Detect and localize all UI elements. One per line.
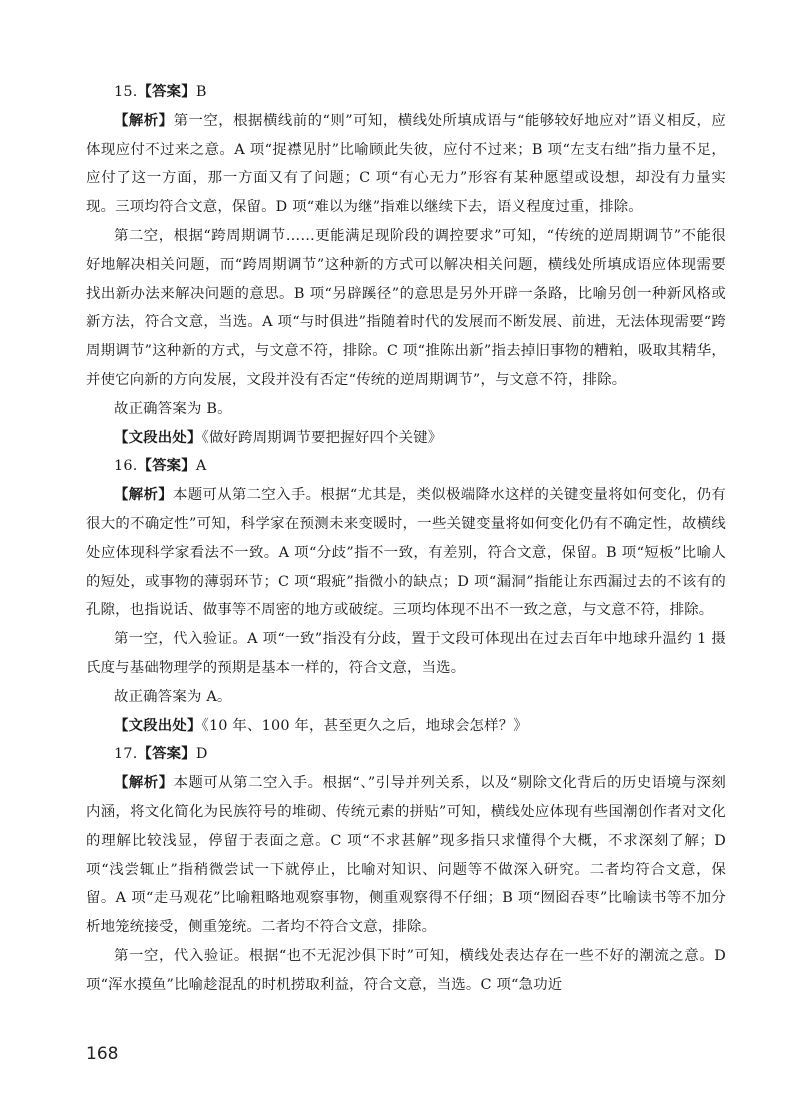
q16-analysis-label: 【解析】 <box>114 486 173 504</box>
q17-analysis-label: 【解析】 <box>114 774 174 792</box>
q17-analysis-1 <box>86 769 726 942</box>
q16-analysis-2: 第一空，代入验证。A 项“一致”指没有分歧，置于文段可体现出在过去百年中地球升温约 1 摄氏度与基础物理学的预期是基本一样的，符合文意，当选。 <box>86 631 726 676</box>
q16-analysis-1 <box>86 481 726 625</box>
q16-heading <box>86 452 726 481</box>
q16-number: 16. <box>114 458 138 475</box>
q15-heading <box>86 78 726 107</box>
q16-answer-label: 【答案】 <box>137 457 196 475</box>
answer-page-content <box>86 78 726 1000</box>
q16-source-label: 【文段出处】 <box>114 716 202 734</box>
q15-answer-value: B <box>195 84 207 100</box>
q17-heading <box>86 740 726 769</box>
q15-analysis-label: 【解析】 <box>114 111 174 129</box>
q16-conclusion: 故正确答案为 A。 <box>114 688 232 705</box>
q17-analysis-1-text: 本题可从第二空入手。根据“、”引导并列关系，以及“剔除文化背后的历史语境与深刻内涵，将文化简化为民族符号的堆砌、传统元素的拼贴”可知，横线处应体现有些国潮创作者对文化的理解比较浅显，停留于表面之意。C 项“不求甚解”现多指只求懂得个大概，不求深刻了解；D 项“浅尝辄止”指稍微尝试一下就停止，比喻对知识、问题等不做深入研究。二者均符合文意，保留。A 项“走马观花”比喻粗略地观察事物，侧重观察得不仔细；B 项“囫囵吞枣”比喻读书等不加分析地笼统接受，侧重笼统。二者均不符合文意，排除。 <box>86 775 726 936</box>
page-number: 168 <box>86 1044 119 1064</box>
q17-answer-label: 【答案】 <box>137 745 196 763</box>
q17-number: 17. <box>114 746 138 763</box>
q15-answer-label: 【答案】 <box>137 83 196 100</box>
q15-source <box>86 424 726 453</box>
q17-analysis-2: 第一空，代入验证。根据“也不无泥沙俱下时”可知，横线处表达存在一些不好的潮流之意。D 项“浑水摸鱼”比喻趁混乱的时机捞取利益，符合文意，当选。C 项“急功近 <box>86 947 726 993</box>
q16-answer-value: A <box>195 458 207 475</box>
q15-number: 15. <box>114 84 138 100</box>
q15-source-label: 【文段出处】 <box>114 428 202 446</box>
q15-analysis-1-text: 第一空，根据横线前的“则”可知，横线处所填成语与“能够较好地应对”语义相反，应体现应付不过来之意。A 项“捉襟见肘”比喻顾此失彼，应付不过来；B 项“左支右绌”指力量不足，应付了这一方面，那一方面又有了问题；C 项“有心无力”形容有某种愿望或设想，却没有力量实现。三项均符合文意，保留。D 项“难以为继”指难以继续下去，语义程度过重，排除。 <box>86 112 726 216</box>
q15-analysis-1 <box>86 107 726 222</box>
q15-analysis-2: 第二空，根据“跨周期调节……更能满足现阶段的调控要求”可知，“传统的逆周期调节”不能很好地解决相关问题，而“跨周期调节”这种新的方式可以解决相关问题，横线处所填成语应体现需要找出新办法来解决问题的意思。B 项“另辟蹊径”的意思是另外开辟一条路，比喻另创一种新风格或新方法，符合文意，当选。A 项“与时俱进”指随着时代的发展而不断发展、前进，无法体现需要“跨周期调节”这种新的方式，与文意不符，排除。C 项“推陈出新”指去掉旧事物的糟粕，吸取其精华，并使它向新的方向发展，文段并没有否定“传统的逆周期调节”，与文意不符，排除。 <box>86 227 726 388</box>
q15-conclusion: 故正确答案为 B。 <box>114 400 232 417</box>
q16-source-text: 《10 年、100 年，甚至更久之后，地球会怎样？》 <box>201 717 528 734</box>
q15-source-text: 《做好跨周期调节要把握好四个关键》 <box>201 429 443 446</box>
q16-source <box>86 712 726 741</box>
q16-analysis-1-text: 本题可从第二空入手。根据“尤其是，类似极端降水这样的关键变量将如何变化，仍有很大的不确定性”可知，科学家在预测未来变暖时，一些关键变量将如何变化仍有不确定性，故横线处应体现科学家看法不一致。A 项“分歧”指不一致，有差别，符合文意，保留。B 项“短板”比喻人的短处，或事物的薄弱环节；C 项“瑕疵”指微小的缺点；D 项“漏洞”指能让东西漏过去的不该有的孔隙，也指说话、做事等不周密的地方或破绽。三项均体现不出不一致之意，与文意不符，排除。 <box>86 487 726 619</box>
q17-answer-value: D <box>195 746 208 763</box>
